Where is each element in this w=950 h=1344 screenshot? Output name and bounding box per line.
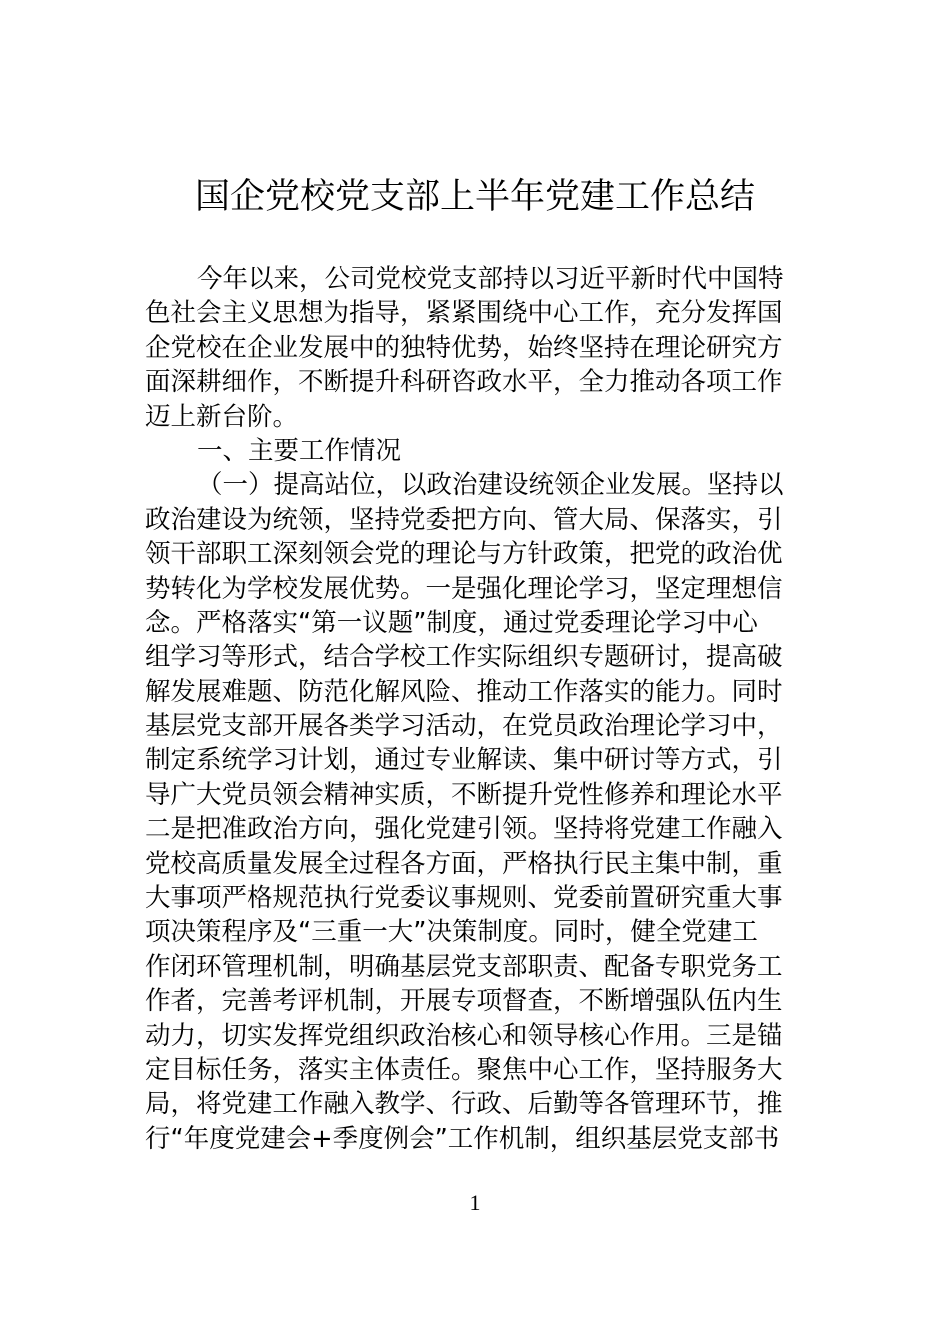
- body-line: 定目标任务，落实主体责任。聚焦中心工作，坚持服务大: [145, 1054, 783, 1085]
- body-line: 制定系统学习计划，通过专业解读、集中研讨等方式，引: [145, 745, 783, 776]
- subsection-heading-line: （一）提高站位，以政治建设统领企业发展。坚持以: [197, 470, 784, 501]
- body-line: 势转化为学校发展优势。一是强化理论学习，坚定理想信: [145, 573, 783, 604]
- body-line: 念。严格落实“第一议题”制度，通过党委理论学习中心: [145, 607, 758, 638]
- document-body: [145, 262, 807, 1156]
- body-line: 党校高质量发展全过程各方面，严格执行民主集中制，重: [145, 848, 783, 879]
- body-line: 面深耕细作，不断提升科研咨政水平，全力推动各项工作: [145, 367, 783, 398]
- body-line: 作者，完善考评机制，开展专项督查，不断增强队伍内生: [145, 986, 783, 1017]
- body-line: 迈上新台阶。: [145, 401, 299, 432]
- body-line: 企党校在企业发展中的独特优势，始终坚持在理论研究方: [145, 332, 783, 363]
- body-line: 二是把准政治方向，强化党建引领。坚持将党建工作融入: [145, 814, 783, 845]
- body-line: 领干部职工深刻领会党的理论与方针政策，把党的政治优: [145, 539, 783, 570]
- body-line: 导广大党员领会精神实质，不断提升党性修养和理论水平: [145, 779, 783, 810]
- body-line: 项决策程序及“三重一大”决策制度。同时，健全党建工: [145, 917, 758, 948]
- section-heading: 一、主要工作情况: [197, 435, 402, 466]
- body-line: 行“年度党建会+季度例会”工作机制，组织基层党支部书: [145, 1123, 780, 1154]
- body-line: 今年以来，公司党校党支部持以习近平新时代中国特: [197, 264, 784, 294]
- body-line: 作闭环管理机制，明确基层党支部职责、配备专职党务工: [145, 951, 783, 982]
- body-line: 大事项严格规范执行党委议事规则、党委前置研究重大事: [145, 883, 783, 914]
- body-line: 局，将党建工作融入教学、行政、后勤等各管理环节，推: [145, 1089, 783, 1120]
- document-title: 国企党校党支部上半年党建工作总结: [194, 177, 755, 217]
- body-line: 组学习等形式，结合学校工作实际组织专题研讨，提高破: [145, 642, 783, 673]
- page-number: 1: [469, 1190, 481, 1215]
- body-line: 动力，切实发挥党组织政治核心和领导核心作用。三是锚: [145, 1020, 783, 1051]
- body-line: 政治建设为统领，坚持党委把方向、管大局、保落实，引: [145, 504, 783, 535]
- body-line: 解发展难题、防范化解风险、推动工作落实的能力。同时: [145, 676, 783, 707]
- body-line: 色社会主义思想为指导，紧紧围绕中心工作，充分发挥国: [145, 298, 783, 329]
- body-line: 基层党支部开展各类学习活动，在党员政治理论学习中，: [145, 711, 783, 742]
